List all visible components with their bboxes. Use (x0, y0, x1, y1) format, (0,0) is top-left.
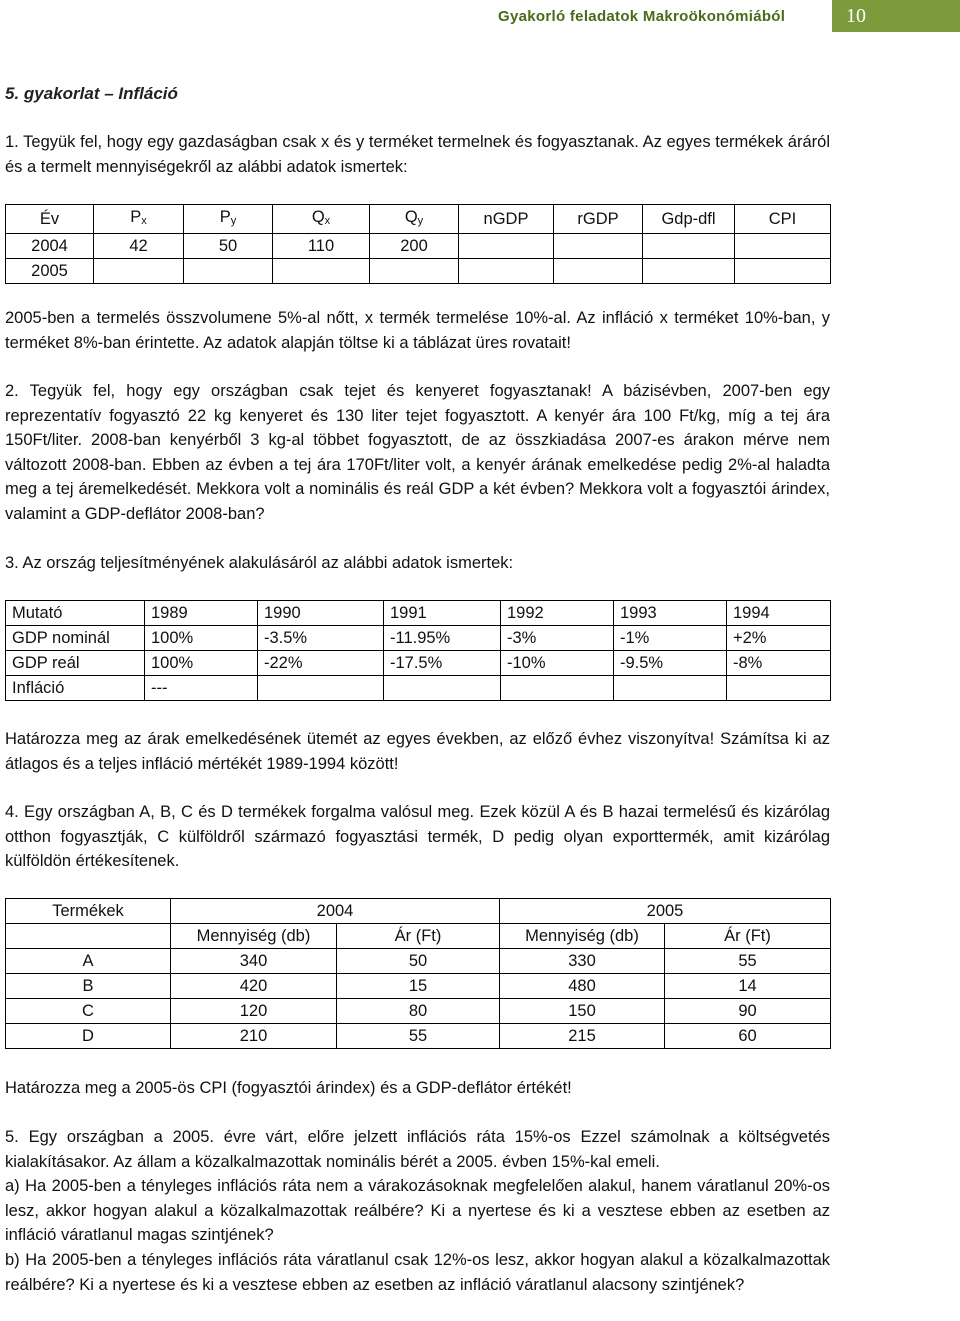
table-cell: -8% (727, 651, 831, 676)
table-cell: 1993 (614, 601, 727, 626)
table-cell: 420 (171, 974, 337, 999)
task3-table (5, 600, 831, 701)
table-header-cell: Gdp-dfl (643, 205, 735, 234)
table-cell: -11.95% (384, 626, 501, 651)
table-cell (258, 676, 384, 701)
table-cell: 1994 (727, 601, 831, 626)
table-header-cell: nGDP (459, 205, 554, 234)
task1-instructions: 2005-ben a termelés összvolumene 5%-al nőtt, x termék termelése 10%-al. Az infláció x terméket 10%-ban, y terméket 8%-ban érintette. Az adatok alapján töltse ki a táblázat üres rovatait! (5, 309, 830, 352)
table-cell (614, 676, 727, 701)
table-cell: 14 (665, 974, 831, 999)
table-row (6, 949, 831, 974)
task5-intro: 5. Egy országban a 2005. évre várt, előre jelzett inflációs ráta 15%-os Ezzel számolnak a költségvetés kialakításakor. Az állam a közalkalmazottak nominális bérét a 2005. évben 15%-kal emeli. (5, 1128, 830, 1171)
task3-instructions: Határozza meg az árak emelkedésének ütemét az egyes években, az előző évhez viszonyítva! Számítsa ki az átlagos és a teljes infláció mértékét 1989-1994 között! (5, 730, 830, 773)
table-cell: -3.5% (258, 626, 384, 651)
table-cell: -1% (614, 626, 727, 651)
page-number: 10 (832, 0, 960, 32)
table-cell: 1991 (384, 601, 501, 626)
task1-intro: 1. Tegyük fel, hogy egy gazdaságban csak x és y terméket termelnek és fogyasztanak. Az egyes termékek áráról és a termelt mennyiségekről az alábbi adatok ismertek: (5, 133, 830, 176)
table-cell: 2004 (6, 234, 94, 259)
table-cell: 15 (337, 974, 500, 999)
section-title: 5. gyakorlat – Infláció (5, 84, 178, 103)
table-cell: 100% (145, 651, 258, 676)
task2-text: 2. Tegyük fel, hogy egy országban csak tejet és kenyeret fogyasztanak! A bázisévben, 2007-ben egy reprezentatív fogyasztó 22 kg kenyeret és 130 liter tejet fogyasztott. A kenyér ára 100 Ft/kg, míg a tej ára 150Ft/liter. 2008-ban kenyérből 3 kg-al többet fogyasztott, de az összkiadása 2007-es árakon mérve nem változott 2008-ban. Ebben az évben a tej ára 170Ft/liter volt, a kenyér árának emelkedése pedig 2%-al haladta meg a tej áremelkedését. Mekkora volt a nominális és reál GDP a két évben? Mekkora volt a fogyasztói árindex, valamint a GDP-deflátor 2008-ban? (5, 382, 830, 523)
table-cell (459, 234, 554, 259)
table-cell: D (6, 1024, 171, 1049)
table-header-cell: Mennyiség (db) (171, 924, 337, 949)
table-cell: -17.5% (384, 651, 501, 676)
task5-part-b: b) Ha 2005-ben a tényleges inflációs ráta váratlanul csak 12%-os lesz, akkor hogyan alakul a közalkalmazottak reálbére? Ki a nyertese és ki a vesztese ebben az esetben az infláció váratlanul alacsony szintjének? (5, 1251, 830, 1294)
table-header-cell: Év (6, 205, 94, 234)
table-cell (501, 676, 614, 701)
table-header-cell: CPI (735, 205, 831, 234)
table-cell: 50 (337, 949, 500, 974)
table-row (6, 676, 831, 701)
table-cell (727, 676, 831, 701)
table-cell: --- (145, 676, 258, 701)
table-header-row (6, 924, 831, 949)
table-cell: 150 (500, 999, 665, 1024)
table-header-cell: $Q_y$ (370, 205, 459, 234)
task4-text: 4. Egy országban A, B, C és D termékek forgalma valósul meg. Ezek közül A és B hazai termelésű és kizárólag otthon fogyasztják, C külföldről származó fogyasztási termék, D pedig olyan exporttermék, amit kizárólag külföldön értékesítenek. (5, 803, 830, 870)
task1-table (5, 204, 831, 284)
table-row (6, 234, 831, 259)
table-header-cell: $Q_x$ (273, 205, 370, 234)
table-header-cell: Mennyiség (db) (500, 924, 665, 949)
table-cell: +2% (727, 626, 831, 651)
table-cell: B (6, 974, 171, 999)
table-cell: C (6, 999, 171, 1024)
table-row (6, 651, 831, 676)
table-cell: 1989 (145, 601, 258, 626)
table-cell (384, 676, 501, 701)
header-title: Gyakorló feladatok Makroökonómiából (498, 8, 786, 25)
table-cell: 210 (171, 1024, 337, 1049)
table-header-cell: Termékek (6, 899, 171, 924)
table-row (6, 999, 831, 1024)
table-cell: 55 (665, 949, 831, 974)
table-header-row (6, 899, 831, 924)
table-cell (643, 259, 735, 284)
table-header-cell: $P_x$ (94, 205, 184, 234)
table-header-cell: $P_y$ (184, 205, 273, 234)
table-row (6, 974, 831, 999)
table-cell (643, 234, 735, 259)
table-cell: 1990 (258, 601, 384, 626)
table-header-cell: 2004 (171, 899, 500, 924)
table-header-cell: rGDP (554, 205, 643, 234)
table-cell: 120 (171, 999, 337, 1024)
table-row (6, 626, 831, 651)
table-cell: Mutató (6, 601, 145, 626)
table-cell: 480 (500, 974, 665, 999)
table-cell: 200 (370, 234, 459, 259)
table-cell (459, 259, 554, 284)
table-header-row (6, 205, 831, 234)
table-cell (554, 259, 643, 284)
task5-part-a: a) Ha 2005-ben a tényleges inflációs ráta nem a várakozásoknak megfelelően alakul, hanem váratlanul 20%-os lesz, akkor hogyan alakul a közalkalmazottak reálbére? Ki a nyertese és ki a vesztese ebben az esetben az infláció váratlanul magas szintjének? (5, 1177, 830, 1244)
table-cell (184, 259, 273, 284)
table-cell: -22% (258, 651, 384, 676)
table-header-cell: Ár (Ft) (665, 924, 831, 949)
table-cell: -9.5% (614, 651, 727, 676)
table-cell (735, 259, 831, 284)
table-row (6, 259, 831, 284)
table-cell: 55 (337, 1024, 500, 1049)
table-cell: 42 (94, 234, 184, 259)
table-cell (370, 259, 459, 284)
table-cell: Infláció (6, 676, 145, 701)
table-cell: GDP nominál (6, 626, 145, 651)
table-cell (554, 234, 643, 259)
table-cell: 90 (665, 999, 831, 1024)
task4-table (5, 898, 831, 1049)
table-cell: 80 (337, 999, 500, 1024)
table-cell: 110 (273, 234, 370, 259)
task4-instructions: Határozza meg a 2005-ös CPI (fogyasztói árindex) és a GDP-deflátor értékét! (5, 1079, 572, 1097)
table-cell (6, 924, 171, 949)
table-cell: 100% (145, 626, 258, 651)
table-row (6, 1024, 831, 1049)
table-row (6, 601, 831, 626)
table-cell: -3% (501, 626, 614, 651)
table-cell: 50 (184, 234, 273, 259)
table-cell (273, 259, 370, 284)
table-cell: -10% (501, 651, 614, 676)
table-header-cell: 2005 (500, 899, 831, 924)
table-cell (94, 259, 184, 284)
task3-intro: 3. Az ország teljesítményének alakulásáról az alábbi adatok ismertek: (5, 554, 514, 572)
table-cell: 1992 (501, 601, 614, 626)
table-cell: A (6, 949, 171, 974)
table-cell: 2005 (6, 259, 94, 284)
table-cell: GDP reál (6, 651, 145, 676)
table-cell (735, 234, 831, 259)
table-cell: 340 (171, 949, 337, 974)
table-cell: 215 (500, 1024, 665, 1049)
table-header-cell: Ár (Ft) (337, 924, 500, 949)
table-cell: 330 (500, 949, 665, 974)
table-cell: 60 (665, 1024, 831, 1049)
